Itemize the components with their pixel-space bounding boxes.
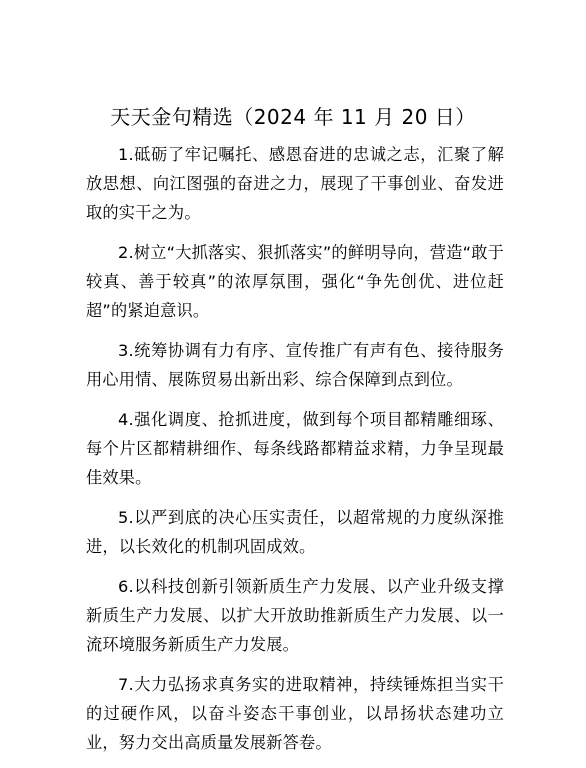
paragraph-1: 1.砥砺了牢记嘱托、感恩奋进的忠诚之志，汇聚了解放思想、向江图强的奋进之力，展现了干事创业、奋发进取的实干之为。 — [86, 145, 504, 222]
paragraph-7: 7.大力弘扬求真务实的进取精神，持续锤炼担当实干的过硬作风，以奋斗姿态干事创业，以昂扬状态建功立业，努力交出高质量发展新答卷。 — [86, 675, 504, 752]
paragraph-2: 2.树立“大抓落实、狠抓落实”的鲜明导向，营造“敢于较真、善于较真”的浓厚氛围，强化“争先创优、进位赶超”的紧迫意识。 — [86, 243, 504, 320]
paragraph-4: 4.强化调度、抢抓进度，做到每个项目都精雕细琢、每个片区都精耕细作、每条线路都精益求精，力争呈现最佳效果。 — [86, 410, 504, 487]
document-body — [86, 140, 504, 768]
paragraph-3: 3.统筹协调有力有序、宣传推广有声有色、接待服务用心用情、展陈贸易出新出彩、综合保障到点到位。 — [86, 341, 504, 389]
document-title: 天天金句精选（2024 年 11 月 20 日） — [110, 105, 476, 129]
paragraph-5: 5.以严到底的决心压实责任，以超常规的力度纵深推进，以长效化的机制巩固成效。 — [86, 508, 504, 556]
paragraph-6: 6.以科技创新引领新质生产力发展、以产业升级支撑新质生产力发展、以扩大开放助推新质生产力发展、以一流环境服务新质生产力发展。 — [86, 577, 504, 654]
